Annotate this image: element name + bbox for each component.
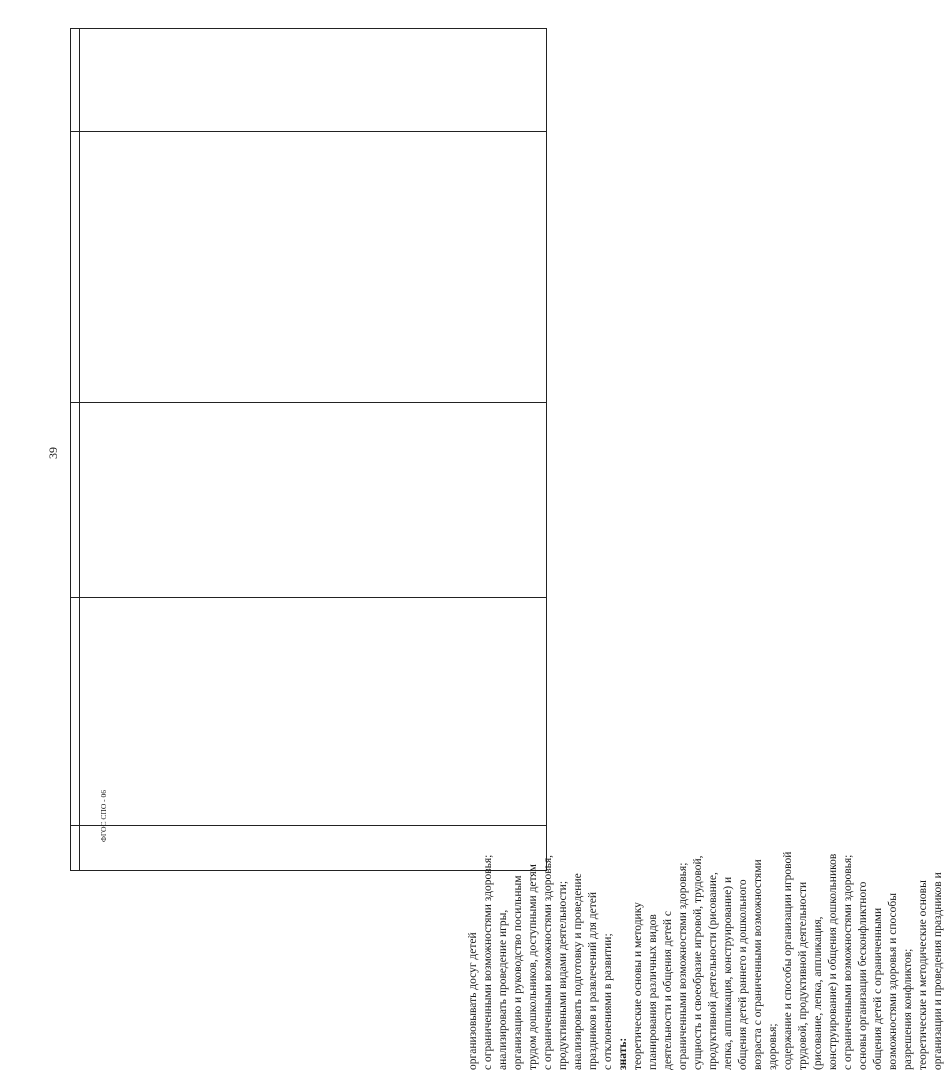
table-row-divider xyxy=(71,131,546,132)
cell-line: здоровья; xyxy=(767,1023,779,1070)
cell-line: содержание и способы организации игровой xyxy=(782,851,794,1070)
page-number: 39 xyxy=(46,447,60,459)
cell-line: планирования различных видов xyxy=(647,914,659,1070)
cell-line: конструирование) и общения дошкольников xyxy=(827,853,839,1070)
cell-line: продуктивными видами деятельности; xyxy=(557,880,569,1070)
cell-line: трудовой, продуктивной деятельности xyxy=(797,881,809,1070)
cell-line: возможностями здоровья и способы xyxy=(887,893,899,1070)
cell-line: ограниченными возможностями здоровья; xyxy=(677,862,689,1070)
cell-line: деятельности и общения детей с xyxy=(662,911,674,1070)
cell-line: трудом дошкольников, доступными детям xyxy=(527,864,539,1070)
cell-line: анализировать подготовку и проведение xyxy=(572,873,584,1070)
cell-line: теоретические и методические основы xyxy=(917,880,929,1070)
cell-line: с ограниченными возможностями здоровья; xyxy=(842,854,854,1070)
cell-line: разрешения конфликтов; xyxy=(902,948,914,1070)
cell-line: организацию и руководство посильным xyxy=(512,875,524,1070)
cell-line: продуктивной деятельности (рисование, xyxy=(707,872,719,1070)
cell-line: с ограниченными возможностями здоровья; xyxy=(482,854,494,1070)
cell-line: праздников и развлечений для детей xyxy=(587,891,599,1070)
document-footer: ФГОС СПО - 06 xyxy=(99,789,108,843)
cell-line: с ограниченными возможностями здоровья, xyxy=(542,854,554,1070)
cell-line: общения детей раннего и дошкольного xyxy=(737,879,749,1070)
section-label-know: знать: xyxy=(617,1037,629,1070)
cell-line: лепка, аппликация, конструирование) и xyxy=(722,876,734,1070)
cell-line: организовывать досуг детей xyxy=(467,932,479,1070)
skills-knowledge-cell xyxy=(467,310,944,1070)
cell-line: (рисование, лепка, аппликация, xyxy=(812,916,824,1070)
cell-line: общения детей с ограниченными xyxy=(872,907,884,1070)
table-column-divider xyxy=(79,29,80,870)
cell-line: организации и проведения праздников и xyxy=(932,872,944,1070)
cell-line: сущность и своеобразие игровой, трудовой, xyxy=(692,855,704,1070)
cell-line: основы организации бесконфликтного xyxy=(857,881,869,1070)
cell-line: с отклонениями в развитии; xyxy=(602,933,614,1070)
cell-line: возраста с ограниченными возможностями xyxy=(752,859,764,1070)
cell-line: теоретические основы и методику xyxy=(632,902,644,1070)
cell-line: анализировать проведение игры, xyxy=(497,909,509,1070)
